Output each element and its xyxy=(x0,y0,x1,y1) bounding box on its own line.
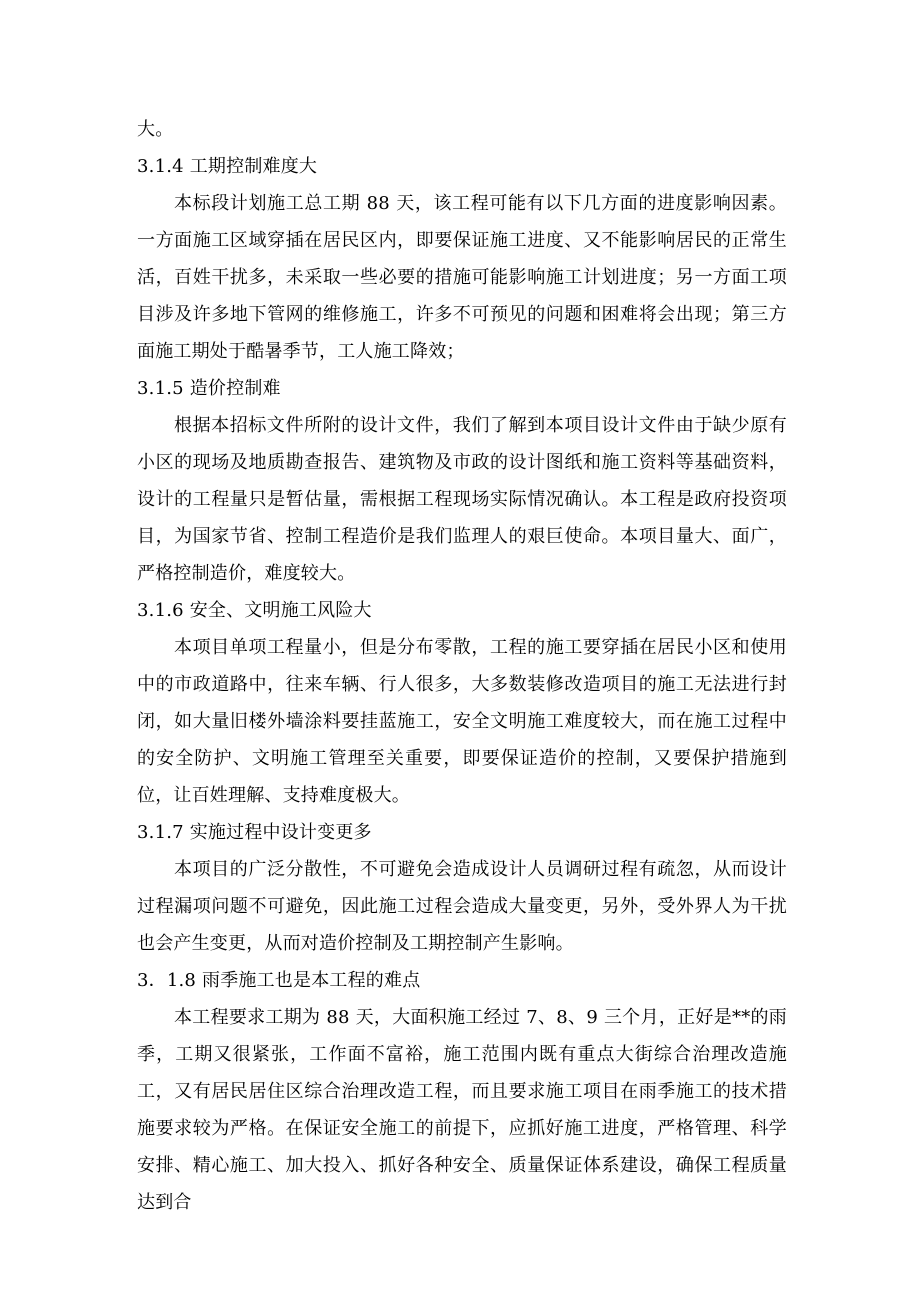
paragraph-rainy-season: 本工程要求工期为 88 天，大面积施工经过 7、8、9 三个月，正好是**的雨季，工期又很紧张，工作面不富裕，施工范围内既有重点大街综合治理改造施工，又有居民居住区综合治理改造工程，而且要求施工项目在雨季施工的技术措施要求较为严格。在保证安全施工的前提下，应抓好施工进度，严格管理、科学安排、精心施工、加大投入、抓好各种安全、质量保证体系建设，确保工程质量达到合 xyxy=(137,1007,787,1213)
paragraph-cost-control: 根据本招标文件所附的设计文件，我们了解到本项目设计文件由于缺少原有小区的现场及地质勘查报告、建筑物及市政的设计图纸和施工资料等基础资料，设计的工程量只是暂估量，需根据工程现场实际情况确认。本工程是政府投资项目，为国家节省、控制工程造价是我们监理人的艰巨使命。本项目量大、面广，严格控制造价，难度较大。 xyxy=(137,415,787,584)
section-heading-3-1-7: 3.1.7 实施过程中设计变更多 xyxy=(137,822,372,843)
paragraph-schedule-control: 本标段计划施工总工期 88 天，该工程可能有以下几方面的进度影响因素。一方面施工区域穿插在居民区内，即要保证施工进度、又不能影响居民的正常生活，百姓干扰多，未采取一些必要的措施可能影响施工计划进度；另一方面工项目涉及许多地下管网的维修施工，许多不可预见的问题和困难将会出现；第三方面施工期处于酷暑季节，工人施工降效； xyxy=(137,193,787,362)
section-heading-3-1-4: 3.1.4 工期控制难度大 xyxy=(137,156,318,177)
section-heading-3-1-5: 3.1.5 造价控制难 xyxy=(137,378,281,399)
document-body xyxy=(137,111,787,1221)
paragraph-continuation: 大。 xyxy=(137,119,174,140)
section-heading-3-1-8: 3．1.8 雨季施工也是本工程的难点 xyxy=(137,970,421,991)
paragraph-design-changes: 本项目的广泛分散性，不可避免会造成设计人员调研过程有疏忽，从而设计过程漏项问题不可避免，因此施工过程会造成大量变更，另外，受外界人为干扰也会产生变更，从而对造价控制及工期控制产生影响。 xyxy=(137,859,787,954)
section-heading-3-1-6: 3.1.6 安全、文明施工风险大 xyxy=(137,600,372,621)
paragraph-safety-risk: 本项目单项工程量小，但是分布零散，工程的施工要穿插在居民小区和使用中的市政道路中，往来车辆、行人很多，大多数装修改造项目的施工无法进行封闭，如大量旧楼外墙涂料要挂蓝施工，安全文明施工难度较大，而在施工过程中的安全防护、文明施工管理至关重要，即要保证造价的控制，又要保护措施到位，让百姓理解、支持难度极大。 xyxy=(137,637,787,806)
